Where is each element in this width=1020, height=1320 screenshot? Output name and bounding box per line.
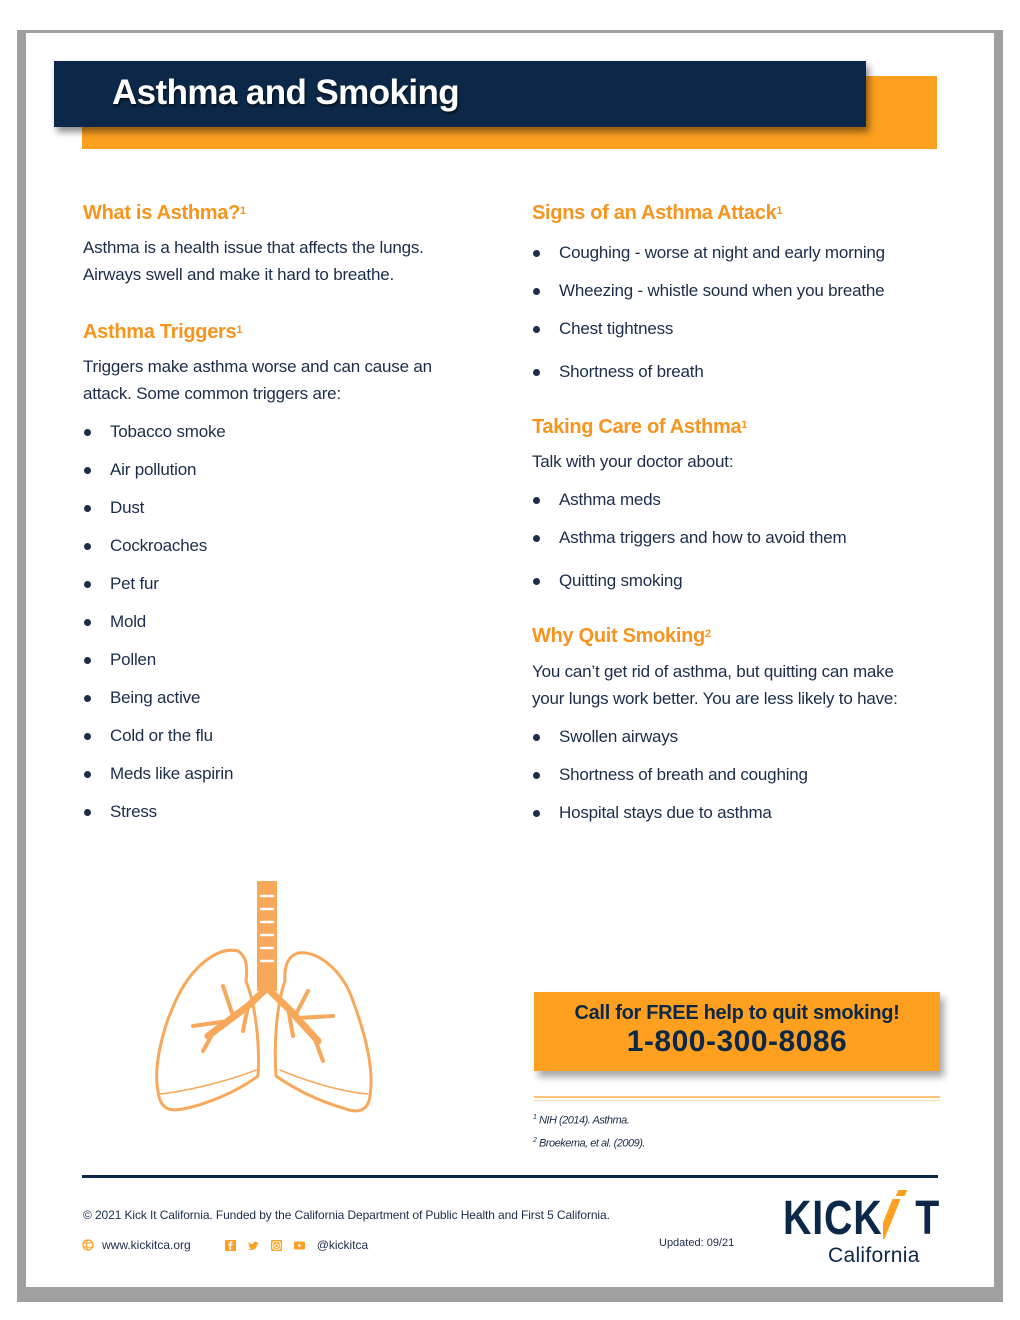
triggers-intro-text: Triggers make asthma worse and can cause an attack. Some common triggers are: [83,357,432,403]
signs-list [532,242,942,383]
list-item: Chest tightness [532,318,942,340]
copyright-text: © 2021 Kick It California. Funded by the California Department of Public Health and First 5 California. [83,1208,610,1222]
list-item: Pollen [83,649,483,671]
quitline-phone-number[interactable]: 1-800-300-8086 [626,1025,848,1058]
taking-care-list [532,489,942,592]
page-title: Asthma and Smoking [112,73,460,112]
left-column [83,199,483,823]
globe-icon [82,1239,94,1251]
title-banner [54,61,866,127]
list-item: Hospital stays due to asthma [532,802,942,824]
kick-it-california-logo [783,1194,943,1269]
list-item: Asthma triggers and how to avoid them [532,527,942,549]
list-item: Mold [83,611,483,633]
list-item: Pet fur [83,573,483,595]
updated-date: Updated: 09/21 [659,1237,735,1249]
website-link[interactable]: www.kickitca.org [102,1238,191,1252]
list-item: Cold or the flu [83,725,483,747]
what-is-asthma-text: Asthma is a health issue that affects the lungs. Airways swell and make it hard to breathe. [83,238,424,284]
list-item: Tobacco smoke [83,421,483,443]
list-item: Being active [83,687,483,709]
references-divider-thin [534,1100,940,1101]
references-divider [534,1096,940,1098]
list-item: Stress [83,801,483,823]
section-heading-what-is-asthma: What is Asthma?$^1$ [83,202,246,224]
logo-slash-icon [883,1188,913,1242]
list-item: Quitting smoking [532,570,942,592]
why-quit-list [532,726,942,824]
footer-divider [82,1175,938,1178]
youtube-icon[interactable] [294,1240,305,1251]
list-item: Dust [83,497,483,519]
list-item: Asthma meds [532,489,942,511]
logo-wordmark: KICK T [783,1192,941,1245]
footer-links [82,1237,368,1253]
quitline-callout-text: Call for FREE help to quit smoking! [574,1002,900,1024]
list-item: Shortness of breath [532,361,942,383]
quitline-callout [534,992,940,1071]
instagram-icon[interactable] [271,1240,282,1251]
list-item: Air pollution [83,459,483,481]
section-heading-signs-of-attack: Signs of an Asthma Attack$^1$ [532,202,783,224]
list-item: Cockroaches [83,535,483,557]
logo-subtitle: California [828,1244,920,1267]
taking-care-intro-text: Talk with your doctor about: [532,452,734,471]
reference-2: $^2$ Broekema, et al. (2009). [533,1137,645,1150]
list-item: Swollen airways [532,726,942,748]
list-item: Shortness of breath and coughing [532,764,942,786]
facebook-icon[interactable] [225,1240,236,1251]
section-heading-asthma-triggers: Asthma Triggers$^1$ [83,321,243,343]
twitter-icon[interactable] [248,1240,259,1251]
why-quit-intro-text: You can’t get rid of asthma, but quitting can make your lungs work better. You are less likely to have: [532,662,898,708]
social-handle[interactable]: @kickitca [316,1238,369,1252]
section-heading-why-quit: Why Quit Smoking$^2$ [532,625,711,647]
list-item: Wheezing - whistle sound when you breathe [532,280,942,302]
lungs-icon [148,876,380,1122]
section-heading-taking-care: Taking Care of Asthma$^1$ [532,416,748,438]
triggers-list [83,421,483,823]
right-column [532,199,942,824]
reference-1: $^1$ NIH (2014). Asthma. [533,1114,630,1127]
list-item: Coughing - worse at night and early morning [532,242,942,264]
list-item: Meds like aspirin [83,763,483,785]
